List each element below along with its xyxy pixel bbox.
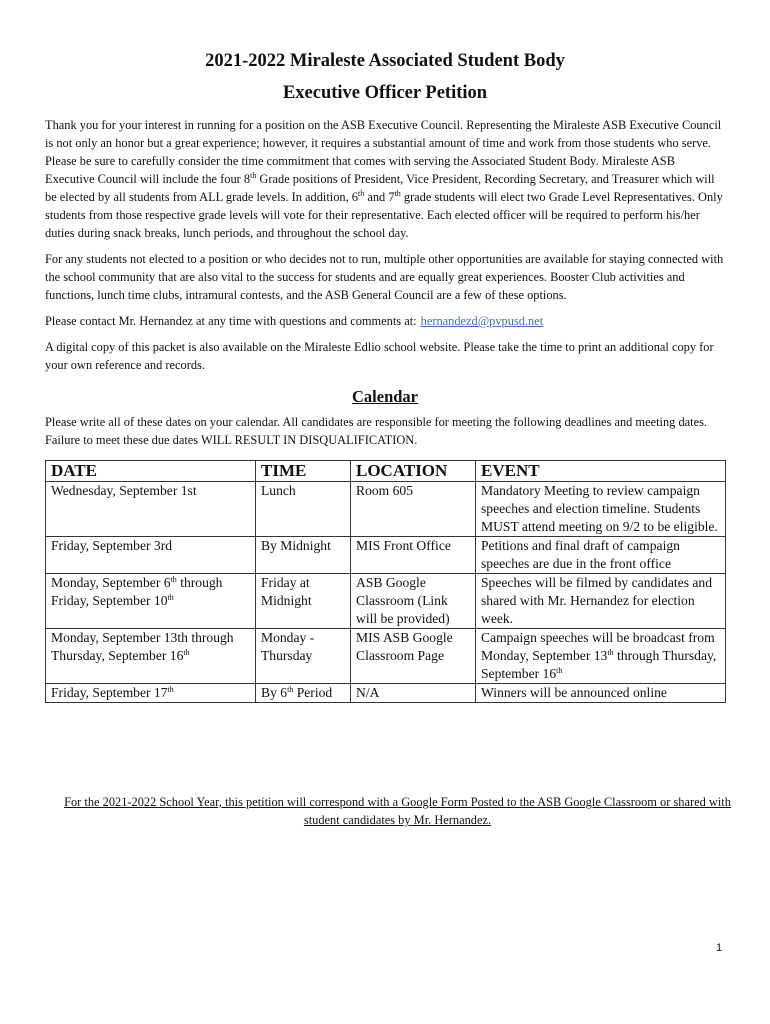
- cell-event: Mandatory Meeting to review campaign speeches and election timeline. Students MUST attend meeting on 9/2 to be eligible.: [476, 482, 726, 537]
- table-row: [46, 574, 726, 629]
- cell-time: By Midnight: [256, 537, 351, 574]
- cell-location: Room 605: [351, 482, 476, 537]
- cell-location: N/A: [351, 684, 476, 703]
- header-time: TIME: [256, 461, 351, 482]
- intro-paragraph: Thank you for your interest in running for a position on the ASB Executive Council. Representing the Miraleste ASB Executive Council is not only an honor but a great experience; however, it requires a substantial amount of time and work from those students who serve. Please be sure to carefully consider the time commitment that comes with serving the Associated Student Body. Miraleste ASB Executive Council will include the four 8th Grade positions of President, Vice President, Recording Secretary, and Treasurer which will be elected by all students from ALL grade levels. In addition, 6th and 7th grade students will elect two Grade Level Representatives. Only students from those respective grade levels will vote for their representative. Each elected officer will be required to perform his/her duties during snack breaks, lunch periods, and throughout the school day.: [45, 118, 723, 240]
- petition-page: [45, 46, 725, 703]
- header-event: EVENT: [476, 461, 726, 482]
- cell-time: Monday - Thursday: [256, 629, 351, 684]
- cell-date: Monday, September 13th through Thursday, September 16th: [46, 629, 256, 684]
- header-date: DATE: [46, 461, 256, 482]
- contact-paragraph: Please contact Mr. Hernandez at any time with questions and comments at: hernandezd@pvpusd.net: [45, 314, 544, 328]
- cell-date: Friday, September 17th: [46, 684, 256, 703]
- opportunities-paragraph: For any students not elected to a position or who decides not to run, multiple other opportunities are available for staying connected with the school community that are also vital to the success for students and are equally great experiences. Booster Club activities and functions, lunch time clubs, intramural contests, and the ASB General Council are a few of these options.: [45, 252, 724, 302]
- calendar-intro: Please write all of these dates on your calendar. All candidates are responsible for meeting the following deadlines and meeting dates. Failure to meet these due dates WILL RESULT IN DISQUALIFICATION.: [45, 415, 707, 447]
- cell-time: Friday at Midnight: [256, 574, 351, 629]
- cell-event: Petitions and final draft of campaign speeches are due in the front office: [476, 537, 726, 574]
- calendar-table: [45, 460, 726, 703]
- document-subtitle: Executive Officer Petition: [282, 83, 488, 103]
- table-row: [46, 629, 726, 684]
- calendar-heading: Calendar: [352, 387, 418, 406]
- digital-copy-paragraph: A digital copy of this packet is also available on the Miraleste Edlio school website. Please take the time to print an additional copy for your own reference and records.: [45, 340, 714, 372]
- table-row: [46, 482, 726, 537]
- table-header-row: [46, 461, 726, 482]
- cell-event: Winners will be announced online: [476, 684, 726, 703]
- cell-event: Speeches will be filmed by candidates and shared with Mr. Hernandez for election week.: [476, 574, 726, 629]
- header-location: LOCATION: [351, 461, 476, 482]
- cell-location: MIS Front Office: [351, 537, 476, 574]
- cell-location: MIS ASB Google Classroom Page: [351, 629, 476, 684]
- cell-event: Campaign speeches will be broadcast from Monday, September 13th through Thursday, September 16th: [476, 629, 726, 684]
- cell-date: Monday, September 6th through Friday, September 10th: [46, 574, 256, 629]
- document-title: 2021-2022 Miraleste Associated Student Body: [205, 51, 565, 71]
- cell-time: Lunch: [256, 482, 351, 537]
- cell-date: Wednesday, September 1st: [46, 482, 256, 537]
- google-form-note: For the 2021-2022 School Year, this petition will correspond with a Google Form Posted to the ASB Google Classroom or shared with student candidates by Mr. Hernandez.: [64, 795, 731, 827]
- contact-email-link[interactable]: hernandezd@pvpusd.net: [420, 314, 544, 328]
- cell-time: By 6th Period: [256, 684, 351, 703]
- cell-date: Friday, September 3rd: [46, 537, 256, 574]
- table-row: [46, 537, 726, 574]
- page-number: 1: [716, 942, 723, 954]
- cell-location: ASB Google Classroom (Link will be provided): [351, 574, 476, 629]
- table-row: [46, 684, 726, 703]
